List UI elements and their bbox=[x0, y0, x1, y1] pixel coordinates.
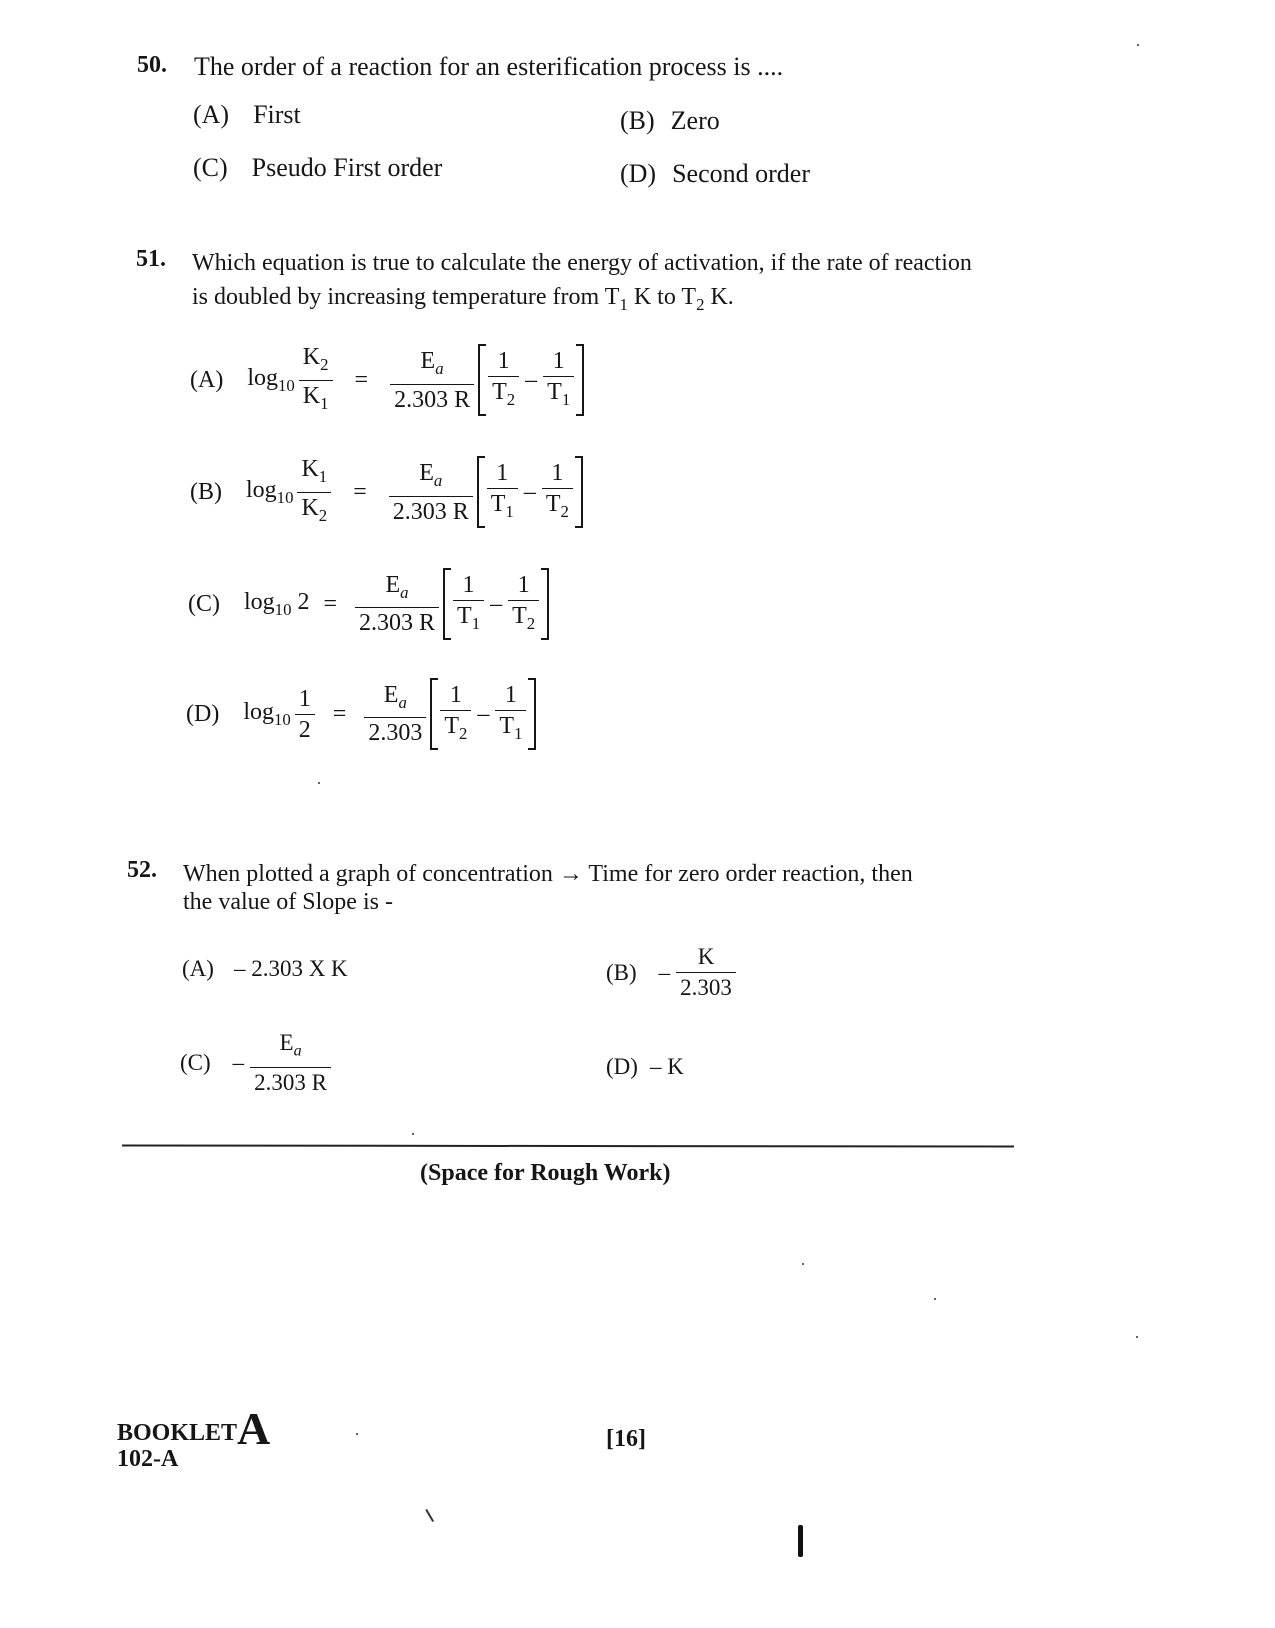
activation-energy-fraction: $\frac{E_a}{2.303 R}$ bbox=[390, 348, 474, 413]
q52-option-c[interactable] bbox=[180, 1030, 335, 1096]
scan-speck bbox=[356, 1433, 358, 1435]
question-52-line-2: the value of Slope is - bbox=[183, 889, 393, 915]
q51-option-b[interactable] bbox=[190, 456, 583, 529]
q51-option-d[interactable] bbox=[186, 678, 536, 750]
equals-sign: = bbox=[323, 590, 337, 617]
question-52-line-1: When plotted a graph of concentration → Time for zero order reaction, then bbox=[183, 861, 913, 887]
question-51-text bbox=[192, 246, 972, 322]
log-expression: $\log_{10}$ bbox=[243, 698, 291, 729]
q50-option-a[interactable] bbox=[193, 100, 301, 130]
option-label: (A) bbox=[190, 366, 224, 393]
option-label: (B) bbox=[606, 959, 637, 985]
question-52-number: 52. bbox=[127, 857, 157, 883]
activation-energy-fraction: $\frac{E_a}{2.303 R}$ bbox=[389, 460, 473, 525]
log-expression: $\log_{10}$ bbox=[247, 364, 295, 395]
log-expression: $\log_{10} 2$ bbox=[244, 588, 310, 619]
question-51-number: 51. bbox=[136, 246, 166, 272]
k-over-constant-fraction: $\frac{K}{2.303}$ bbox=[676, 944, 736, 1001]
question-51-line-1: Which equation is true to calculate the energy of activation, if the rate of reaction bbox=[192, 250, 972, 276]
option-text: – 2.303 X K bbox=[233, 956, 348, 981]
option-label: (B) bbox=[190, 478, 222, 505]
q50-option-b[interactable] bbox=[620, 106, 720, 136]
page-number: [16] bbox=[606, 1426, 646, 1452]
option-label: (D) bbox=[620, 159, 657, 188]
scan-speck bbox=[412, 1133, 414, 1135]
minus-sign: – bbox=[232, 1049, 245, 1075]
option-label: (B) bbox=[620, 106, 655, 135]
equals-sign: = bbox=[354, 366, 369, 393]
q50-option-d[interactable] bbox=[620, 159, 810, 189]
booklet-letter: A bbox=[237, 1403, 271, 1454]
section-divider bbox=[122, 1145, 1014, 1148]
option-text: – K bbox=[649, 1054, 684, 1079]
scan-speck bbox=[1136, 1336, 1138, 1338]
option-label: (C) bbox=[188, 590, 220, 617]
equals-sign: = bbox=[332, 700, 347, 727]
option-text: First bbox=[253, 100, 301, 129]
scan-speck bbox=[802, 1263, 804, 1265]
q52-option-d[interactable] bbox=[606, 1054, 684, 1080]
q50-option-c[interactable] bbox=[193, 153, 442, 183]
option-label: (A) bbox=[193, 100, 230, 129]
equals-sign: = bbox=[353, 478, 367, 505]
activation-energy-fraction: $\frac{E_a}{2.303 R}$ bbox=[355, 572, 439, 637]
option-label: (C) bbox=[193, 153, 228, 182]
question-52-text bbox=[183, 857, 913, 919]
half-fraction: $\frac{1}{2}$ bbox=[295, 686, 315, 743]
scan-speck bbox=[934, 1298, 936, 1300]
q52-option-b[interactable] bbox=[606, 944, 740, 1001]
q51-option-c[interactable] bbox=[188, 568, 549, 640]
option-label: (D) bbox=[606, 1054, 638, 1079]
booklet-label: BOOKLETA bbox=[117, 1403, 271, 1454]
log-expression: $\log_{10}$ bbox=[246, 476, 294, 507]
activation-energy-fraction: $\frac{E_a}{2.303}$ bbox=[364, 682, 426, 747]
k-ratio-fraction: $\frac{K_1}{K_2}$ bbox=[297, 456, 331, 529]
question-51-line-2: is doubled by increasing temperature from $T_1$ K to $T_2$ K. bbox=[192, 284, 734, 314]
option-text: Zero bbox=[670, 106, 720, 135]
option-label: (C) bbox=[180, 1049, 211, 1075]
option-label: (A) bbox=[182, 956, 214, 981]
temperature-bracket: $\frac{1}{T_2}$ – $\frac{1}{T_1}$ bbox=[478, 344, 584, 416]
minus-sign: – bbox=[658, 959, 671, 985]
option-text: Pseudo First order bbox=[251, 153, 443, 182]
k-ratio-fraction: $\frac{K_2}{K_1}$ bbox=[299, 344, 333, 417]
option-label: (D) bbox=[186, 700, 220, 727]
question-50-text: The order of a reaction for an esterification process is .... bbox=[194, 52, 784, 81]
scan-speck bbox=[318, 782, 320, 784]
temperature-bracket: $\frac{1}{T_2}$ – $\frac{1}{T_1}$ bbox=[430, 678, 536, 750]
temperature-bracket: $\frac{1}{T_1}$ – $\frac{1}{T_2}$ bbox=[443, 568, 549, 640]
rough-work-label: (Space for Rough Work) bbox=[420, 1160, 671, 1186]
scan-mark bbox=[798, 1525, 803, 1557]
activation-energy-fraction: $\frac{E_a}{2.303 R}$ bbox=[250, 1030, 331, 1096]
q52-option-a[interactable] bbox=[182, 956, 348, 982]
booklet-code: 102-A bbox=[117, 1446, 179, 1472]
temperature-bracket: $\frac{1}{T_1}$ – $\frac{1}{T_2}$ bbox=[477, 456, 583, 528]
question-50-number: 50. bbox=[137, 52, 167, 78]
scan-mark bbox=[425, 1504, 442, 1522]
q51-option-a[interactable] bbox=[190, 344, 584, 417]
scan-speck bbox=[1137, 44, 1139, 46]
option-text: Second order bbox=[672, 159, 810, 188]
